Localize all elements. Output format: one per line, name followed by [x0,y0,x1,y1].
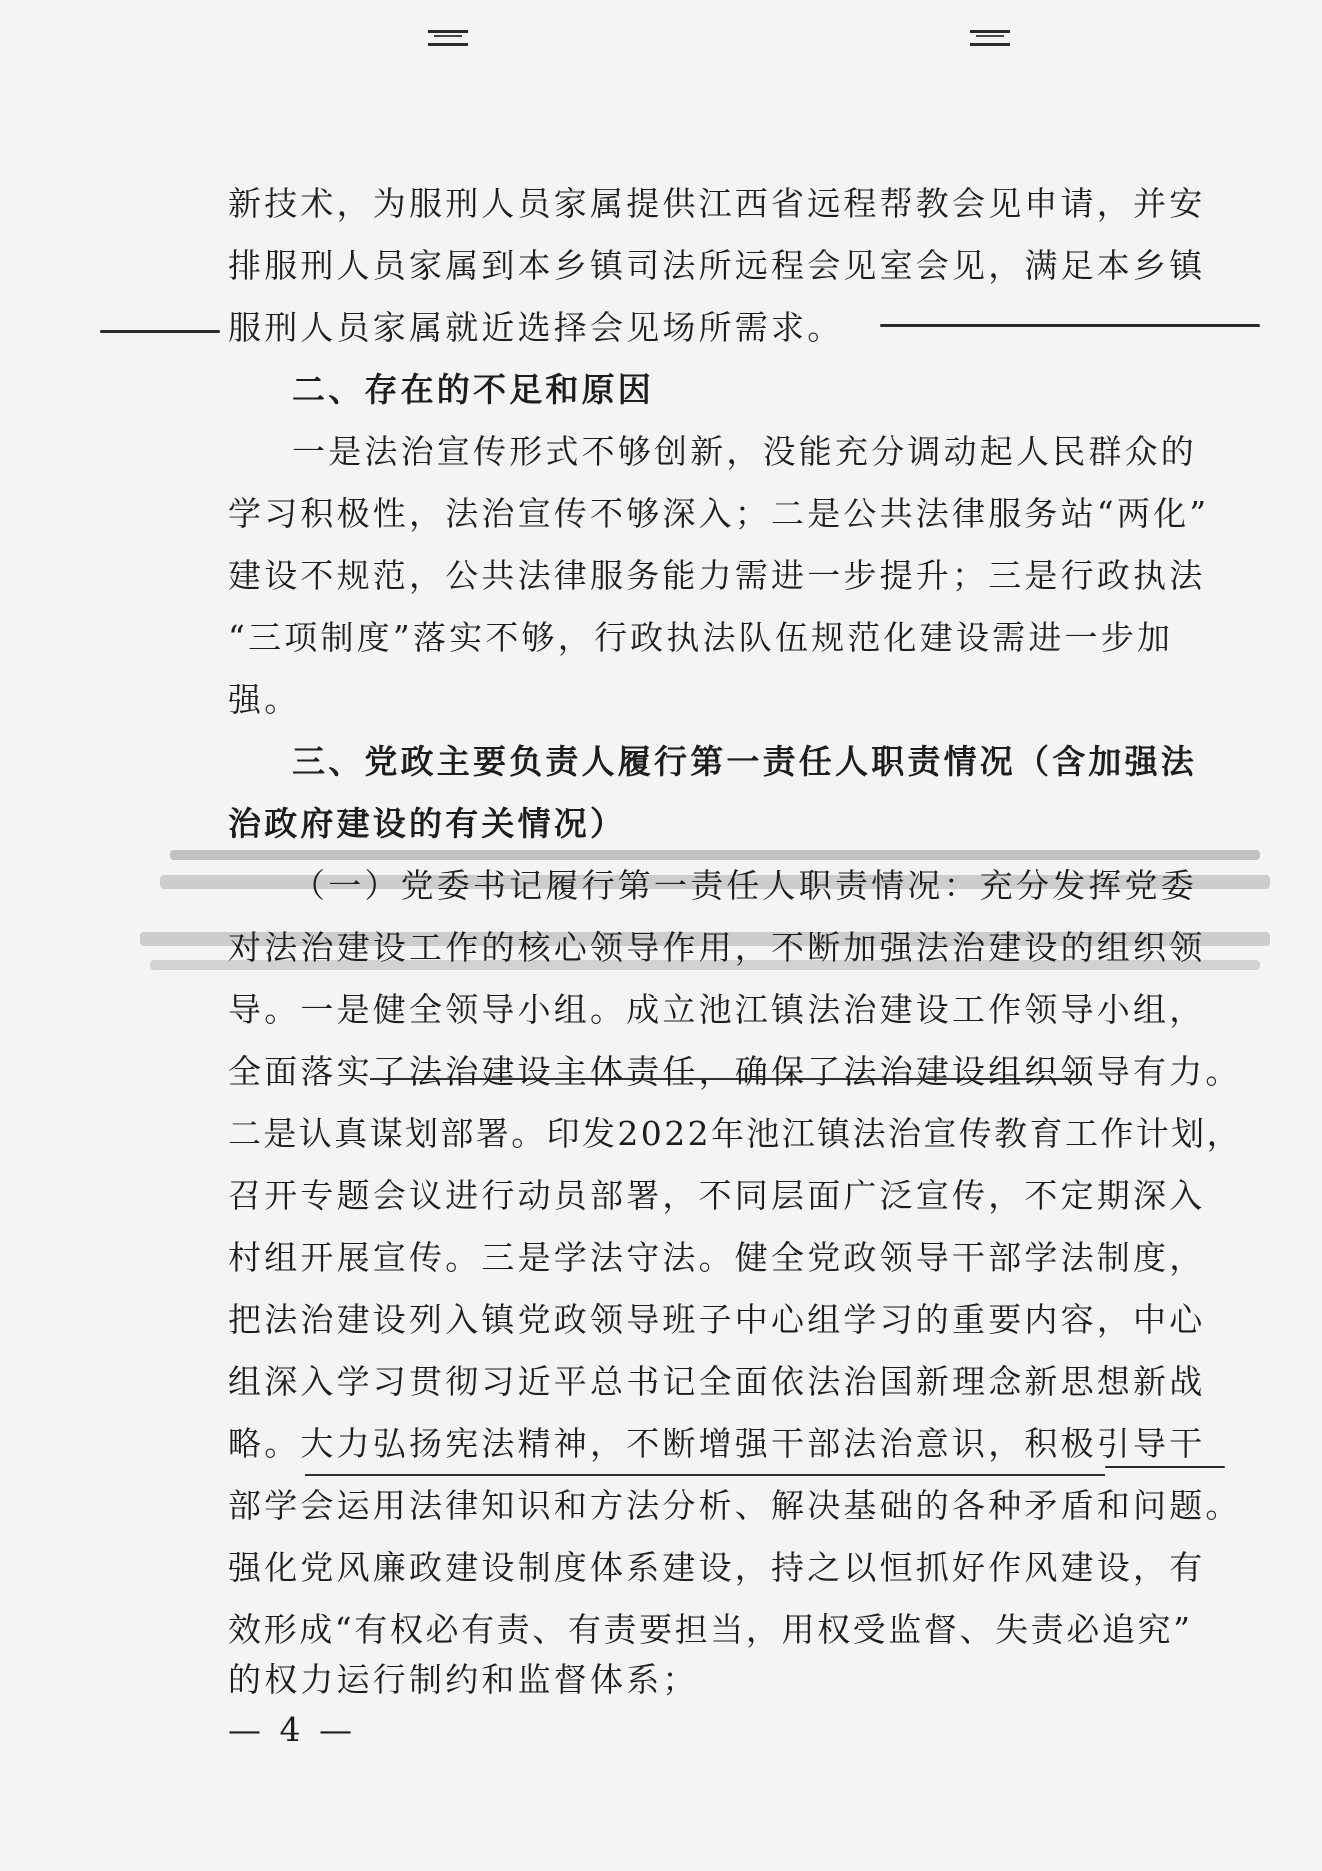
scan-stroke [1105,1466,1225,1468]
body-line-19: 把法治建设列入镇党政领导班子中心组学习的重要内容，中心 [228,1300,1206,1339]
body-line-7: 建设不规范，公共法律服务能力需进一步提升；三是行政执法 [228,556,1206,595]
body-line-3: 服刑人员家属就近选择会见场所需求。 [228,308,844,347]
body-line-15: 全面落实了法治建设主体责任，确保了法治建设组织领导有力。 [228,1052,1242,1091]
body-line-18: 村组开展宣传。三是学法守法。健全党政领导干部学法制度， [228,1238,1206,1277]
body-line-9: 强。 [228,680,301,719]
body-line-23: 强化党风廉政建设制度体系建设，持之以恒抓好作风建设，有 [228,1548,1206,1587]
body-line-13: 对法治建设工作的核心领导作用，不断加强法治建设的组织领 [228,928,1206,967]
body-line-5: 一是法治宣传形式不够创新，没能充分调动起人民群众的 [292,432,1197,471]
section-heading-3: 三、党政主要负责人履行第一责任人职责情况（含加强法 [292,742,1197,781]
page-number: — 4 — [228,1710,356,1749]
body-line-12: （一）党委书记履行第一责任人职责情况：充分发挥党委 [292,866,1197,905]
body-line-1: 新技术，为服刑人员家属提供江西省远程帮教会见申请，并安 [228,184,1206,223]
body-line-14: 导。一是健全领导小组。成立池江镇法治建设工作领导小组， [228,990,1206,1029]
body-line-20: 组深入学习贯彻习近平总书记全面依法治国新理念新思想新战 [228,1362,1206,1401]
body-line-2: 排服刑人员家属到本乡镇司法所远程会见室会见，满足本乡镇 [228,246,1206,285]
scan-smudge [170,850,1260,860]
body-line-8: “三项制度”落实不够，行政执法队伍规范化建设需进一步加 [228,618,1174,657]
underline-mark [305,1474,1105,1476]
scan-stroke [880,324,1260,327]
section-heading-2: 二、存在的不足和原因 [292,370,654,409]
binding-mark-left [428,30,468,46]
body-line-24: 效形成“有权必有责、有责要担当，用权受监督、失责必追究” [228,1610,1193,1649]
body-line-16: 二是认真谋划部署。印发2022年池江镇法治宣传教育工作计划， [228,1114,1242,1153]
binding-mark-right [970,30,1010,46]
body-line-22: 部学会运用法律知识和方法分析、解决基础的各种矛盾和问题。 [228,1486,1242,1525]
section-heading-3-cont: 治政府建设的有关情况） [228,804,627,843]
body-line-25: 的权力运行制约和监督体系； [228,1660,699,1699]
body-line-17: 召开专题会议进行动员部署，不同层面广泛宣传，不定期深入 [228,1176,1206,1215]
body-line-21: 略。大力弘扬宪法精神，不断增强干部法治意识，积极引导干 [228,1424,1206,1463]
scan-stroke [100,330,220,333]
body-line-6: 学习积极性，法治宣传不够深入；二是公共法律服务站“两化” [228,494,1210,533]
